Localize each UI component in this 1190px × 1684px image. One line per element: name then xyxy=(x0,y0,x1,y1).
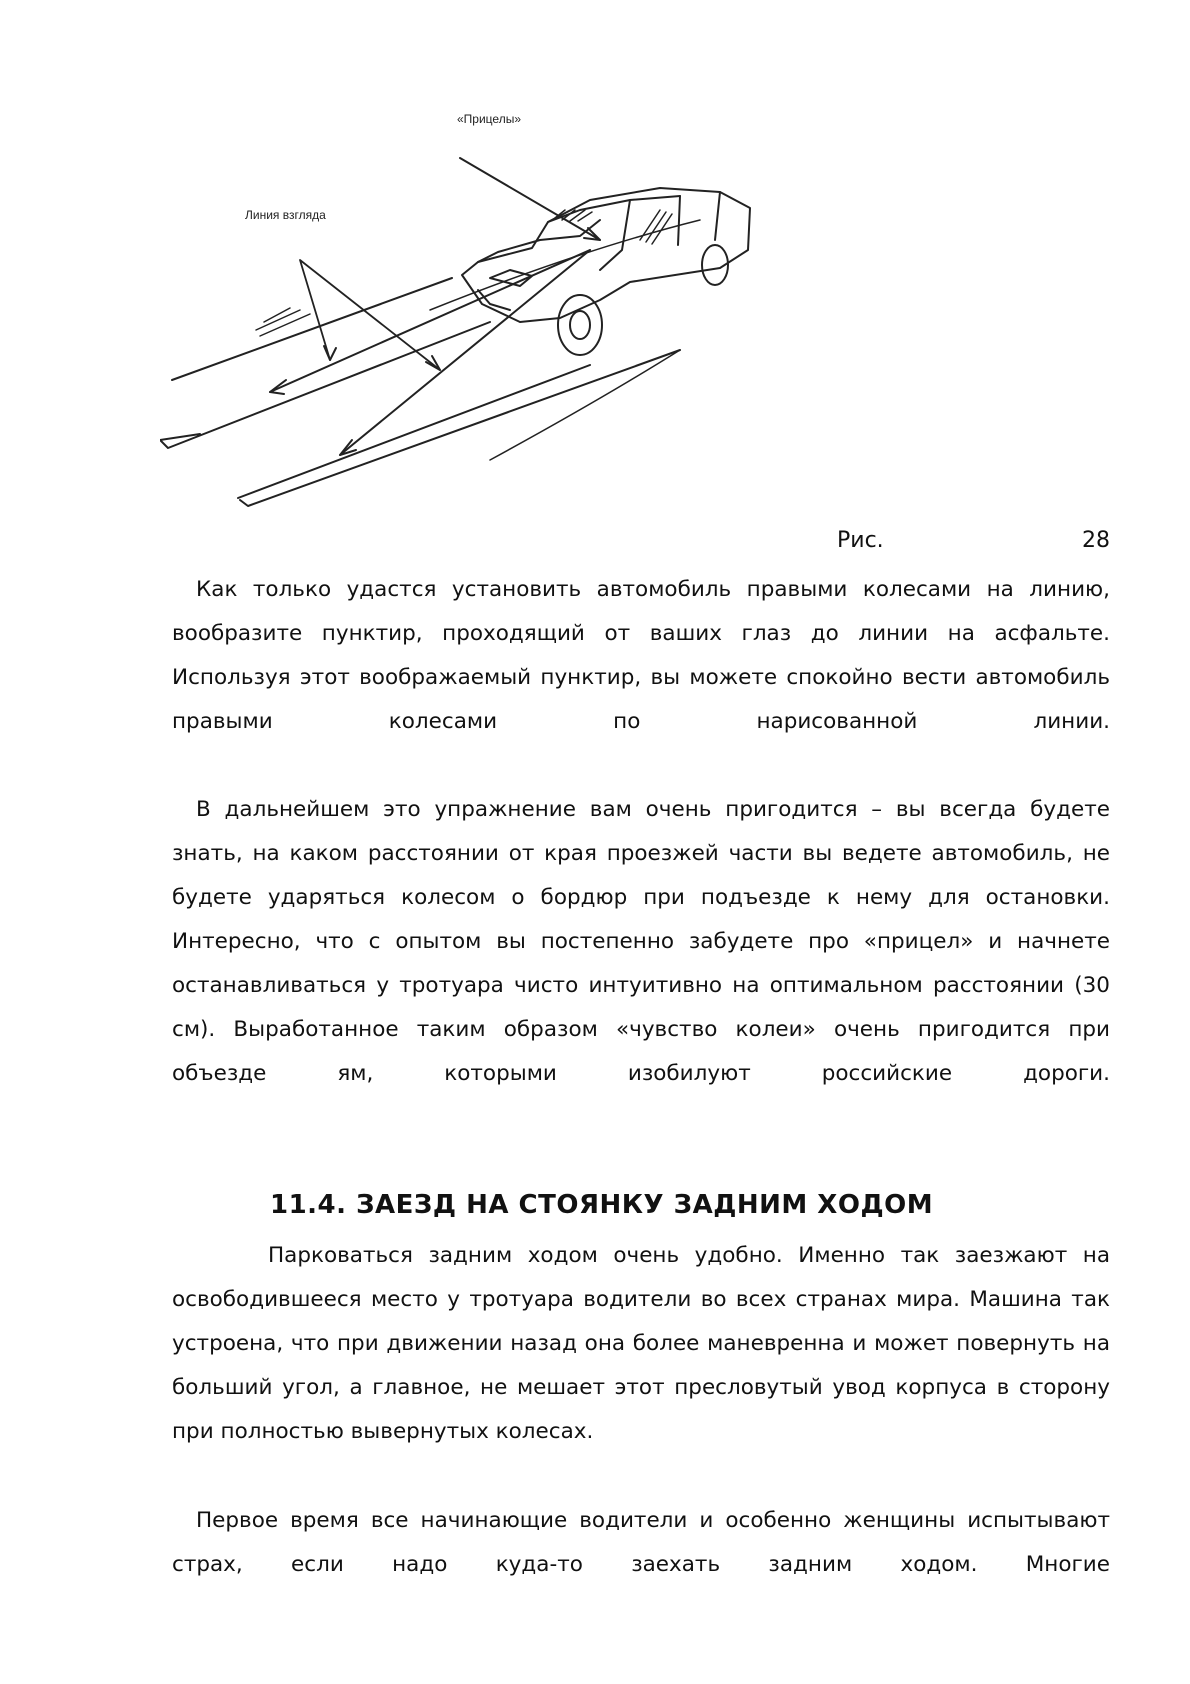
caption-word: Рис. xyxy=(837,528,884,553)
paragraph-2: В дальнейшем это упражнение вам очень пригодится – вы всегда будете знать, на каком расстоянии от края проезжей части вы ведете автомобиль, не будете ударяться колесом о бордюр при подъезде к нему для остановки. Интересно, что с опытом вы постепенно забудете про «прицел» и начнете останавливаться у тротуара чисто интуитивно на оптимальном расстоянии (30 см). Выработанное таким образом «чувство колеи» очень пригодится при объезде ям, которыми изобилуют российские дороги. xyxy=(172,797,1110,1086)
car-drawing xyxy=(160,100,820,550)
caption-number: 28 xyxy=(1082,528,1110,553)
paragraph-1: Как только удастся установить автомобиль правыми колесами на линию, вообразите пунктир, проходящий от ваших глаз до линии на асфальте. Используя этот воображаемый пунктир, вы можете спокойно вести автомобиль правыми колесами по нарисованной линии. xyxy=(172,577,1110,734)
car-sight-line-figure xyxy=(160,100,820,550)
section-heading: 11.4. ЗАЕЗД НА СТОЯНКУ ЗАДНИМ ХОДОМ xyxy=(270,1190,934,1220)
paragraph-4: Первое время все начинающие водители и особенно женщины испытывают страх, если надо куда-то заехать задним ходом. Многие xyxy=(172,1508,1110,1577)
figure-caption xyxy=(160,528,1110,558)
sights-label: «Прицелы» xyxy=(457,112,521,126)
paragraph-3: Парковаться задним ходом очень удобно. Именно так заезжают на освободившееся место у тротуара водители во всех странах мира. Машина так устроена, что при движении назад она более маневренна и может повернуть на больший угол, а главное, не мешает этот пресловутый увод корпуса в сторону при полностью вывернутых колесах. xyxy=(172,1243,1110,1444)
gaze-line-label: Линия взгляда xyxy=(245,208,326,222)
